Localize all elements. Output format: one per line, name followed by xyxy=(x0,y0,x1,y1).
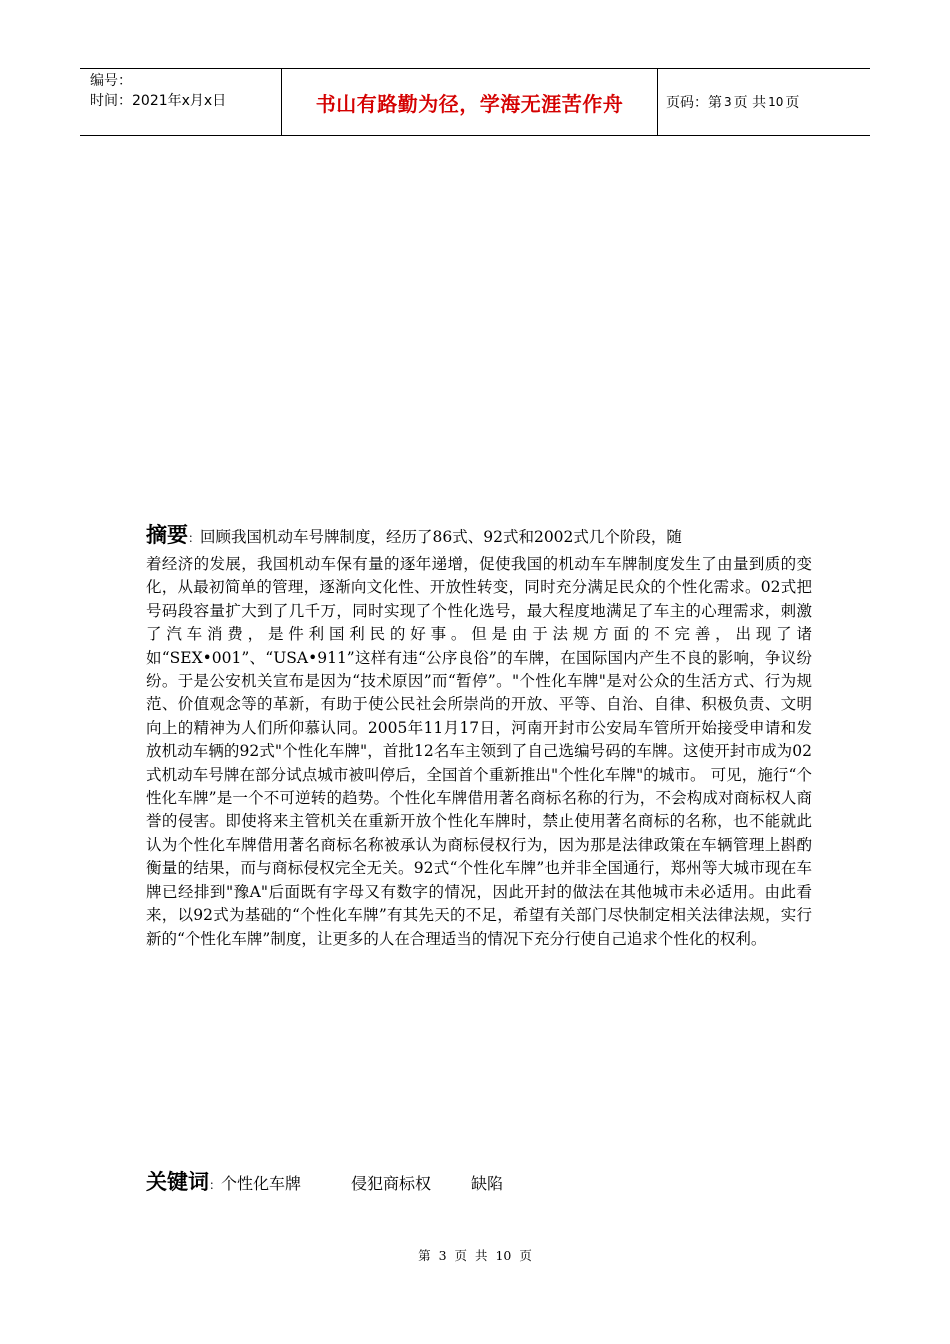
keywords-label: 关键词 xyxy=(146,1170,209,1194)
document-number-label: 编号： xyxy=(90,73,132,89)
abstract-section xyxy=(146,520,812,951)
page-footer: 第 3 页 共 10 页 xyxy=(418,1248,532,1263)
abstract-label: 摘要 xyxy=(146,523,188,547)
abstract-body: 着经济的发展，我国机动车保有量的逐年递增，促使我国的机动车车牌制度发生了由量到质的变化，从最初简单的管理，逐渐向文化性、开放性转变，同时充分满足民众的个性化需求。02式把号码段容量扩大到了几千万，同时实现了个性化选号，最大程度地满足了车主的心理需求，刺激了汽车消费，是件利国利民的好事。但是由于法规方面的不完善，出现了诸如“SEX•001”、“USA•911”这样有违“公序良俗”的车牌，在国际国内产生不良的影响，争议纷纷。于是公安机关宣布是因为“技术原因”而“暂停”。"个性化车牌"是对公众的生活方式、行为规范、价值观念等的革新，有助于使公民社会所崇尚的开放、平等、自治、自律、积极负责、文明向上的精神为人们所仰慕认同。2005年11月17日，河南开封市公安局车管所开始接受申请和发放机动车辆的92式"个性化车牌"，首批12名车主领到了自己选编号码的车牌。这使开封市成为02式机动车号牌在部分试点城市被叫停后，全国首个重新推出"个性化车牌"的城市。 可见，施行“个性化车牌”是一个不可逆转的趋势。个性化车牌借用著名商标名称的行为，不会构成对商标权人商誉的侵害。即使将来主管机关在重新开放个性化车牌时，禁止使用著名商标的名称，也不能就此认为个性化车牌借用著名商标名称被承认为商标侵权行为，因为那是法律政策在车辆管理上斟酌衡量的结果，而与商标侵权完全无关。92式“个性化车牌”也并非全国通行，郑州等大城市现在车牌已经排到"豫A"后面既有字母又有数字的情况，因此开封的做法在其他城市未必适用。由此看来，以92式为基础的“个性化车牌”有其先天的不足，希望有关部门尽快制定相关法律法规，实行新的“个性化车牌”制度，让更多的人在合理适当的情况下充分行使自己追求个性化的权利。 xyxy=(146,555,812,948)
abstract-first-line xyxy=(146,520,812,553)
document-time-label: 时间：2021年x月x日 xyxy=(90,93,227,109)
abstract-colon: ： xyxy=(188,531,201,545)
header-info-cell xyxy=(80,69,282,135)
keyword-item: 侵犯商标权 xyxy=(351,1174,432,1193)
abstract-first-text: 回顾我国机动车号牌制度，经历了86式、92式和2002式几个阶段，随 xyxy=(200,528,682,546)
keywords-section xyxy=(146,1166,503,1196)
page-current: 3 xyxy=(724,95,732,109)
page-mid: 页 共 xyxy=(733,95,767,111)
header-motto: 书山有路勤为径，学海无涯苦作舟 xyxy=(282,69,658,135)
header-page-counter xyxy=(658,69,870,135)
keyword-item: 个性化车牌 xyxy=(221,1174,302,1193)
page-total: 10 xyxy=(768,95,784,109)
page-prefix: 页码：第 xyxy=(666,95,722,111)
page-suffix: 页 xyxy=(785,95,800,111)
page-header xyxy=(80,68,870,136)
keywords-colon: ： xyxy=(209,1178,222,1192)
keyword-item: 缺陷 xyxy=(471,1174,504,1193)
